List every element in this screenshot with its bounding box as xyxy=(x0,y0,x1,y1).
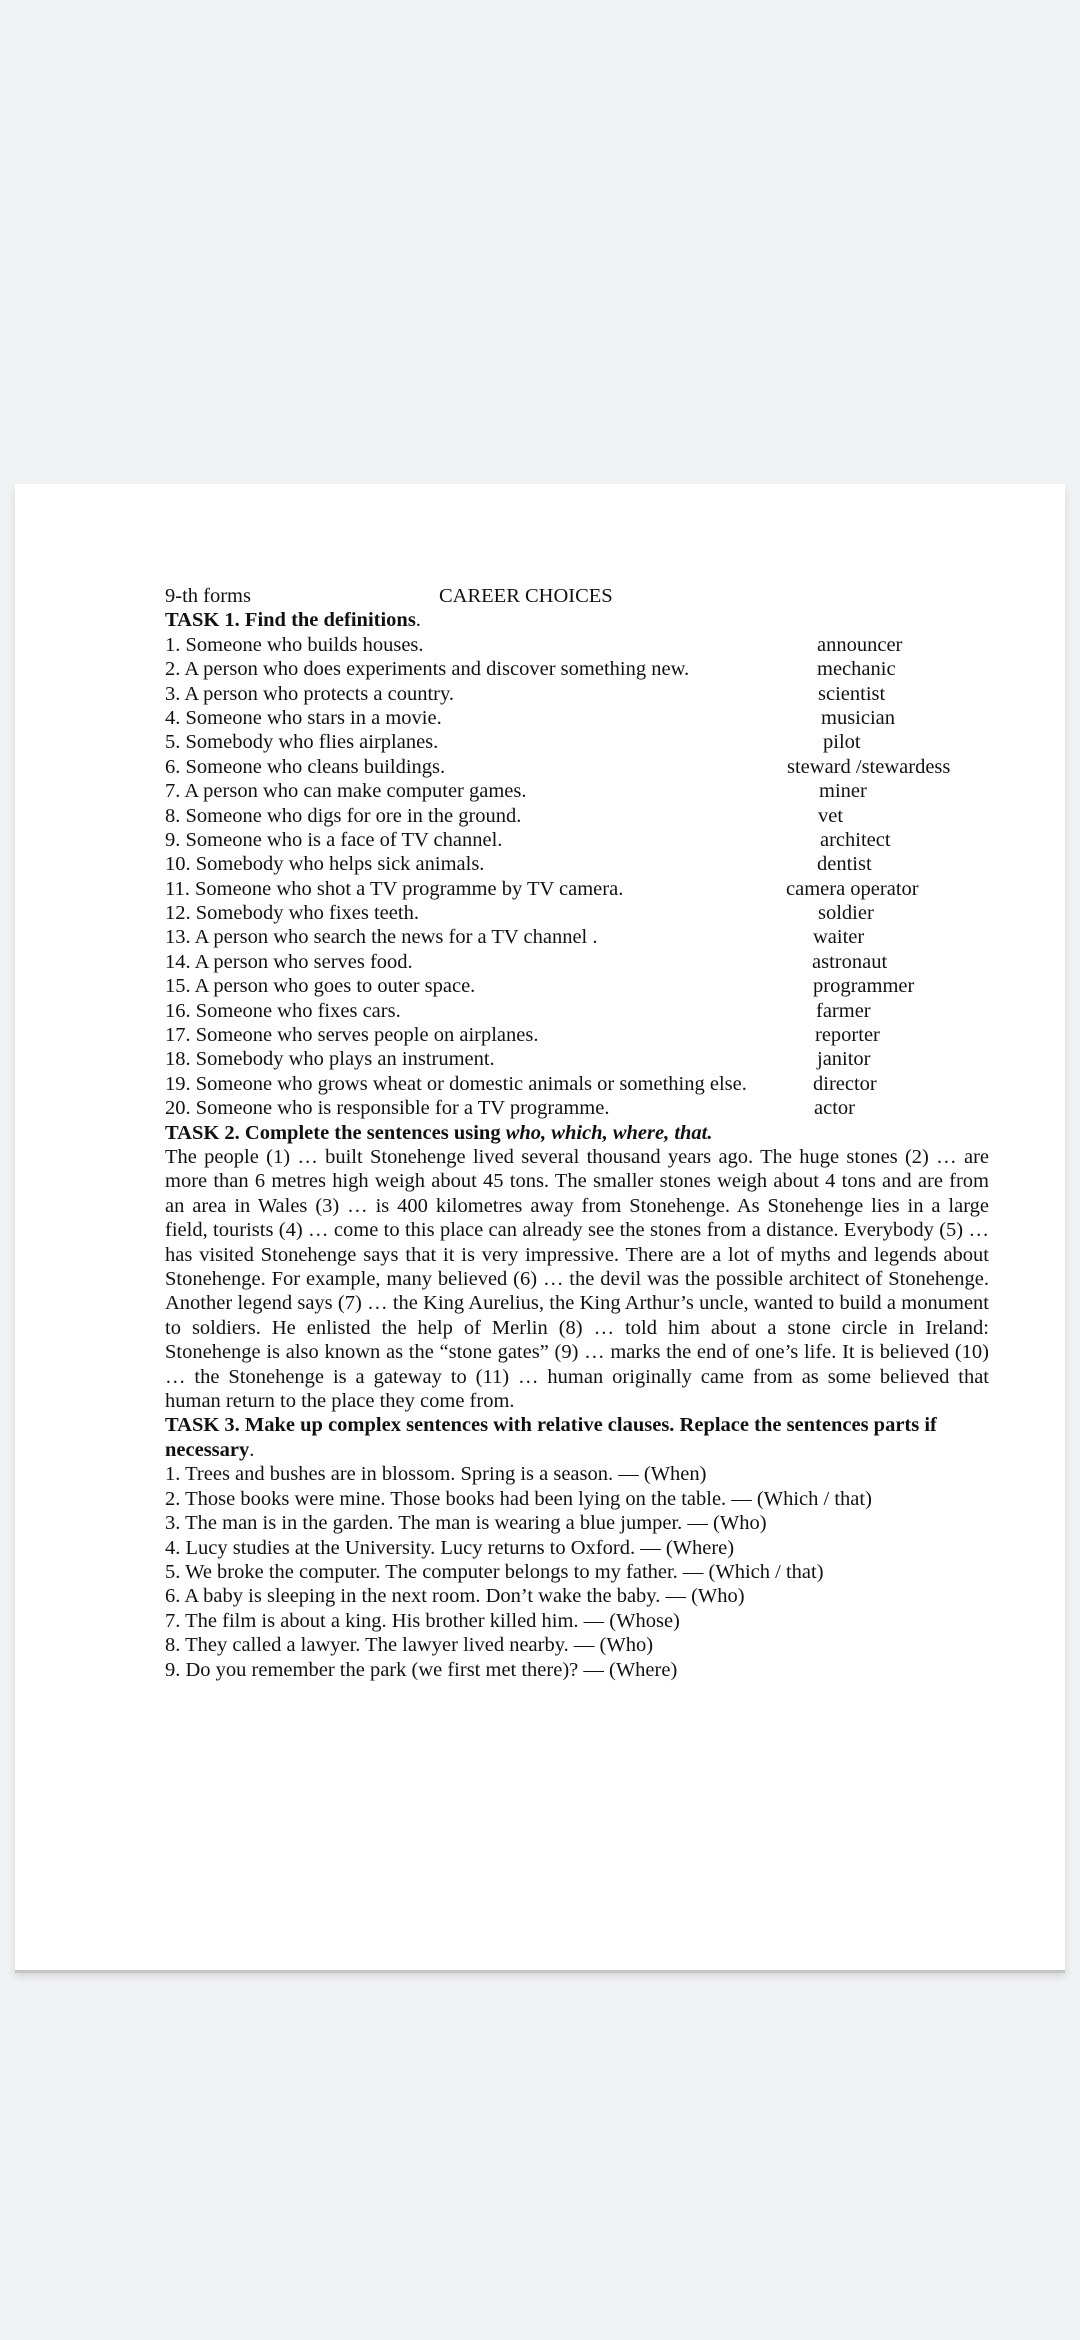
document-content xyxy=(165,584,989,1682)
definition: 3. A person who protects a country. xyxy=(165,682,455,705)
job-word: waiter xyxy=(813,926,865,949)
matching-row xyxy=(165,755,989,779)
definition: 12. Somebody who fixes teeth. xyxy=(165,902,419,925)
job-word: reporter xyxy=(815,1024,880,1047)
job-word: director xyxy=(813,1072,877,1095)
definition: 7. A person who can make computer games. xyxy=(165,780,527,803)
definition: 10. Somebody who helps sick animals. xyxy=(165,853,485,876)
job-word: actor xyxy=(814,1097,855,1120)
matching-row xyxy=(165,852,989,876)
task2-heading xyxy=(165,1121,989,1145)
matching-row xyxy=(165,950,989,974)
task3-heading-text: TASK 3. Make up complex sentences with relative clauses. Replace the sentences parts if necessary xyxy=(165,1414,937,1461)
definition: 5. Somebody who flies airplanes. xyxy=(165,731,439,754)
matching-row xyxy=(165,730,989,754)
exercise-item: 9. Do you remember the park (we first met there)? — (Where) xyxy=(165,1658,678,1681)
matching-row xyxy=(165,633,989,657)
grade-label: 9-th forms xyxy=(165,585,251,607)
matching-row xyxy=(165,999,989,1023)
job-word: mechanic xyxy=(817,658,896,681)
definition: 11. Someone who shot a TV programme by TV camera. xyxy=(165,877,624,900)
matching-row xyxy=(165,779,989,803)
matching-row xyxy=(165,901,989,925)
matching-row xyxy=(165,706,989,730)
definition: 14. A person who serves food. xyxy=(165,950,413,973)
task3-list xyxy=(165,1462,989,1682)
matching-row xyxy=(165,1023,989,1047)
job-word: scientist xyxy=(818,682,886,705)
task2-paragraph: The people (1) … built Stonehenge lived several thousand years ago. The huge stones (2) … are more than 6 metres high weigh about 45 tons. The smaller stones weigh about 4 tons and are from an area in Wales (3) … is 400 kilometres away from Stonehenge. As Stonehenge lies in a large field, tourists (4) … come to this place can already see the stones from a distance. Everybody (5) … has visited Stonehenge says that it is very impressive. There are a lot of myths and legends about Stonehenge. For example, many believed (6) … the devil was the possible architect of Stonehenge. Another legend says (7) … the King Aurelius, the King Arthur’s uncle, wanted to build a monument to soldiers. He enlisted the help of Merlin (8) … told him about a stone circle in Ireland: Stonehenge is also known as the “stone gates” (9) … marks the end of one’s life. It is believed (10) … the Stonehenge is a gateway to (11) … human originally came from as some believed that human return to the place they come from. xyxy=(165,1146,989,1413)
matching-row xyxy=(165,1047,989,1071)
exercise-item: 8. They called a lawyer. The lawyer lived nearby. — (Who) xyxy=(165,1634,654,1657)
definition: 19. Someone who grows wheat or domestic animals or something else. xyxy=(165,1072,747,1095)
definition: 9. Someone who is a face of TV channel. xyxy=(165,828,503,851)
exercise-item: 7. The film is about a king. His brother killed him. — (Whose) xyxy=(165,1609,680,1632)
matching-row xyxy=(165,877,989,901)
matching-row xyxy=(165,828,989,852)
definition: 1. Someone who builds houses. xyxy=(165,633,424,656)
matching-row xyxy=(165,804,989,828)
matching-row xyxy=(165,657,989,681)
job-word: vet xyxy=(818,804,844,827)
job-word: astronaut xyxy=(812,950,888,973)
definition: 16. Someone who fixes cars. xyxy=(165,999,401,1022)
job-word: dentist xyxy=(817,853,872,876)
job-word: janitor xyxy=(817,1048,871,1071)
job-word: camera operator xyxy=(786,877,919,900)
exercise-item: 2. Those books were mine. Those books had been lying on the table. — (Which / that) xyxy=(165,1487,872,1510)
definition: 6. Someone who cleans buildings. xyxy=(165,755,446,778)
task2-relative-pronouns: who, which, where, that. xyxy=(505,1121,713,1144)
exercise-item: 6. A baby is sleeping in the next room. Don’t wake the baby. — (Who) xyxy=(165,1585,745,1608)
task2-heading-text: TASK 2. Complete the sentences using xyxy=(165,1121,506,1144)
worksheet-title: CAREER CHOICES xyxy=(439,585,613,607)
job-word: programmer xyxy=(813,975,915,998)
job-word: architect xyxy=(820,828,891,851)
matching-row xyxy=(165,925,989,949)
job-word: announcer xyxy=(817,633,903,656)
matching-row xyxy=(165,1072,989,1096)
job-word: pilot xyxy=(823,731,861,754)
definition: 18. Somebody who plays an instrument. xyxy=(165,1048,495,1071)
job-word: miner xyxy=(819,780,867,803)
matching-row xyxy=(165,682,989,706)
worksheet-header xyxy=(165,584,989,608)
matching-row xyxy=(165,1096,989,1120)
document-page xyxy=(15,484,1065,1970)
task1-matching-list xyxy=(165,633,989,1121)
exercise-item: 5. We broke the computer. The computer belongs to my father. — (Which / that) xyxy=(165,1560,824,1583)
task3-heading xyxy=(165,1413,989,1462)
definition: 17. Someone who serves people on airplanes. xyxy=(165,1024,539,1047)
definition: 20. Someone who is responsible for a TV programme. xyxy=(165,1097,610,1120)
matching-row xyxy=(165,974,989,998)
job-word: farmer xyxy=(816,999,871,1022)
task3-heading-period: . xyxy=(249,1438,255,1461)
job-word: musician xyxy=(821,706,896,729)
definition: 13. A person who search the news for a TV channel . xyxy=(165,926,598,949)
job-word: steward /stewardess xyxy=(787,755,951,778)
exercise-item: 3. The man is in the garden. The man is wearing a blue jumper. — (Who) xyxy=(165,1512,767,1535)
definition: 8. Someone who digs for ore in the ground. xyxy=(165,804,522,827)
definition: 15. A person who goes to outer space. xyxy=(165,975,476,998)
job-word: soldier xyxy=(818,902,874,925)
definition: 2. A person who does experiments and discover something new. xyxy=(165,658,690,681)
definition: 4. Someone who stars in a movie. xyxy=(165,706,442,729)
task1-heading-text: TASK 1. Find the definitions xyxy=(165,609,416,632)
task1-heading xyxy=(165,608,989,632)
task1-heading-period: . xyxy=(415,609,421,632)
exercise-item: 1. Trees and bushes are in blossom. Spring is a season. — (When) xyxy=(165,1463,707,1486)
exercise-item: 4. Lucy studies at the University. Lucy returns to Oxford. — (Where) xyxy=(165,1536,735,1559)
